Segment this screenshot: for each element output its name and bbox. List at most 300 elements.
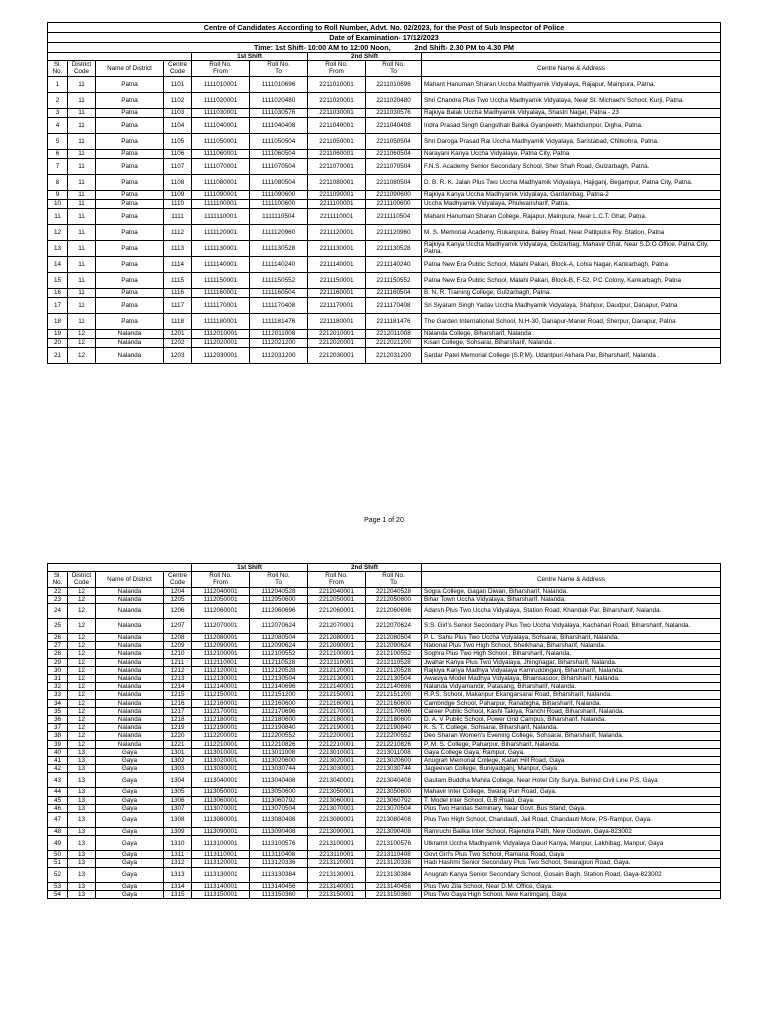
shift2-roll-from: 2211010001	[308, 76, 366, 92]
centre-address: Ramruchi Balika Inter School, Rajendra Path, New Godown, Gaya-823002	[422, 828, 721, 836]
shift2-roll-to: 2212130504	[366, 675, 422, 683]
district-code: 12	[68, 650, 96, 658]
shift2-roll-from: 2213130001	[308, 867, 366, 882]
shift1-roll-from: 1111080001	[192, 174, 250, 190]
centre-code: 1111	[164, 208, 192, 224]
shift2-roll-to: 2212170696	[366, 707, 422, 715]
sl-no: 23	[48, 595, 68, 603]
shift1-roll-to: 1111150552	[250, 272, 308, 288]
centre-address: Plus Two Zila School, Near D.M. Office, Gaya.	[422, 882, 721, 890]
centre-code: 1211	[164, 658, 192, 666]
district-code: 11	[68, 240, 96, 256]
sl-no: 17	[48, 297, 68, 313]
table-row	[48, 76, 721, 92]
centre-address: Mahavir Inter College, Swaraj Puri Road, Gaya.	[422, 788, 721, 796]
sl-no: 51	[48, 859, 68, 867]
centre-code-header: Centre Code	[164, 61, 192, 76]
district-code: 11	[68, 149, 96, 158]
centre-code: 1201	[164, 329, 192, 338]
district-code: 11	[68, 313, 96, 329]
shift1-roll-to: 1112180600	[250, 716, 308, 724]
table2-body	[48, 587, 721, 898]
sl-no: 52	[48, 867, 68, 882]
shift2-roll-to: 2212070624	[366, 619, 422, 634]
shift2-roll-from: 2212150001	[308, 691, 366, 699]
centre-address: Sardar Patel Memorial College (S.P.M), Udantpuri Akhara Par, Biharsharif, Nalanda .	[422, 347, 721, 363]
shift2-roll-to: 2213150360	[366, 890, 422, 898]
shift1-roll-to: 1112060696	[250, 604, 308, 619]
district-code: 13	[68, 882, 96, 890]
exam-date: Date of Examination- 17/12/2023	[48, 33, 721, 43]
shift2-roll-to: 2213120336	[366, 859, 422, 867]
shift1-roll-from: 1113050001	[192, 788, 250, 796]
shift2-roll-to: 2212080504	[366, 634, 422, 642]
page-number: Page 1 of 20	[364, 517, 404, 524]
table-row	[48, 716, 721, 724]
shift2-roll-from: 2213100001	[308, 836, 366, 851]
district-name: Gaya	[96, 851, 164, 859]
sl-no: 32	[48, 683, 68, 691]
district-code: 13	[68, 788, 96, 796]
district-name: Gaya	[96, 836, 164, 851]
centre-code: 1217	[164, 707, 192, 715]
shift1-roll-from: 1112040001	[192, 587, 250, 595]
centre-code: 1221	[164, 740, 192, 748]
shift1-roll-from: 1111130001	[192, 240, 250, 256]
district-code: 13	[68, 859, 96, 867]
shift1-roll-from: 1111010001	[192, 76, 250, 92]
centre-address: B. N. R. Training College, Gulzarbagh, Patna.	[422, 288, 721, 297]
centre-code: 1312	[164, 859, 192, 867]
shift1-roll-to: 1112200552	[250, 732, 308, 740]
shift2-roll-to: 2211020480	[366, 92, 422, 108]
shift1-roll-to: 1113110408	[250, 851, 308, 859]
district-name: Gaya	[96, 804, 164, 812]
district-name: Nalanda	[96, 338, 164, 347]
shift2-roll-to: 2211160504	[366, 288, 422, 297]
centre-address: R.P.S. School, Makanpur Ekangarsarai Road, Biharsharif, Nalanda.	[422, 691, 721, 699]
shift1-roll-from: 1111020001	[192, 92, 250, 108]
shift1-roll-to: 1112210826	[250, 740, 308, 748]
shift1-roll-from: 1113100001	[192, 836, 250, 851]
shift2-roll-from: 2212120001	[308, 666, 366, 674]
shift1-roll-to: 1111110504	[250, 208, 308, 224]
centre-code: 1219	[164, 724, 192, 732]
district-name: Patna	[96, 190, 164, 199]
shift2-to-header: Roll No. To	[366, 61, 422, 76]
shift2-roll-to: 2211010696	[366, 76, 422, 92]
shift2-roll-from: 2212060001	[308, 604, 366, 619]
district-code: 13	[68, 867, 96, 882]
shift1-roll-to: 1111050504	[250, 133, 308, 149]
shift2-roll-from: 2212010001	[308, 329, 366, 338]
district-name-header: Name of District	[96, 572, 164, 587]
centre-code: 1216	[164, 699, 192, 707]
district-code: 12	[68, 683, 96, 691]
centre-address: Soghra Plus Two High School , Biharsharif, Nalanda.	[422, 650, 721, 658]
table-row	[48, 174, 721, 190]
shift1-roll-to: 1113030744	[250, 765, 308, 773]
shift1-roll-to: 1111020480	[250, 92, 308, 108]
centre-address: Plus Two Gaya High School, New Karimganj, Gaya	[422, 890, 721, 898]
shift2-roll-from: 2211090001	[308, 190, 366, 199]
sl-header: Sl. No.	[48, 61, 68, 76]
shift2-roll-to: 2211050504	[366, 133, 422, 149]
shift1-roll-to: 1112021200	[250, 338, 308, 347]
shift2-roll-from: 2212210001	[308, 740, 366, 748]
shift2-roll-from: 2212130001	[308, 675, 366, 683]
centre-code: 1102	[164, 92, 192, 108]
shift1-roll-to: 1111160504	[250, 288, 308, 297]
district-name: Gaya	[96, 859, 164, 867]
sl-no: 29	[48, 658, 68, 666]
district-code: 12	[68, 724, 96, 732]
centre-table-page2	[47, 563, 721, 899]
district-code: 12	[68, 619, 96, 634]
sl-no: 4	[48, 117, 68, 133]
shift1-roll-from: 1112090001	[192, 642, 250, 650]
shift1-roll-to: 1113150360	[250, 890, 308, 898]
centre-address: M. S. Memorial Academy, Rukanpura, Bailey Road, Near Patliputra Rly. Station, Patna	[422, 224, 721, 240]
centre-address: Mahant Hanuman Sharan College, Rajapur, Mainpura, Near L.C.T. Ghat, Patna.	[422, 208, 721, 224]
shift1-roll-from: 1111170001	[192, 297, 250, 313]
shift1-roll-to: 1111130528	[250, 240, 308, 256]
district-name: Patna	[96, 199, 164, 208]
shift2-roll-to: 2212151200	[366, 691, 422, 699]
district-code: 13	[68, 748, 96, 756]
district-code: 11	[68, 190, 96, 199]
table-row	[48, 133, 721, 149]
district-name: Patna	[96, 133, 164, 149]
district-code: 11	[68, 92, 96, 108]
shift1-roll-to: 1111070504	[250, 158, 308, 174]
district-name: Patna	[96, 208, 164, 224]
centre-code: 1115	[164, 272, 192, 288]
shift1-roll-from: 1112140001	[192, 683, 250, 691]
table-row	[48, 347, 721, 363]
shift1-roll-from: 1113030001	[192, 765, 250, 773]
centre-code: 1112	[164, 224, 192, 240]
shift2-roll-from: 2213020001	[308, 757, 366, 765]
table-row	[48, 757, 721, 765]
shift2-roll-to: 2212100552	[366, 650, 422, 658]
shift2-roll-to: 2213110408	[366, 851, 422, 859]
table-row	[48, 804, 721, 812]
shift1-roll-from: 1111050001	[192, 133, 250, 149]
shift1-roll-to: 1111060504	[250, 149, 308, 158]
shift1-roll-from: 1112190001	[192, 724, 250, 732]
district-code: 13	[68, 836, 96, 851]
shift2-roll-to: 2211170408	[366, 297, 422, 313]
shift1-roll-to: 1111030576	[250, 108, 308, 117]
shift1-roll-from: 1113110001	[192, 851, 250, 859]
shift2-header: 2nd Shift	[308, 564, 422, 572]
shift1-roll-to: 1112190840	[250, 724, 308, 732]
shift1-roll-to: 1111140240	[250, 256, 308, 272]
table-row	[48, 642, 721, 650]
centre-code: 1210	[164, 650, 192, 658]
district-name: Nalanda	[96, 716, 164, 724]
centre-address: Narayani Kanya Uccha Vidyalaya, Patna City, Patna	[422, 149, 721, 158]
district-name: Gaya	[96, 828, 164, 836]
sl-no: 24	[48, 604, 68, 619]
district-name: Patna	[96, 108, 164, 117]
shift1-roll-from: 1111090001	[192, 190, 250, 199]
sl-no: 5	[48, 133, 68, 149]
shift1-roll-from: 1111060001	[192, 149, 250, 158]
centre-address: Jagjeevan College, Buniyadganj, Manpur, Gaya	[422, 765, 721, 773]
shift2-roll-from: 2211160001	[308, 288, 366, 297]
table-row	[48, 634, 721, 642]
shift1-roll-to: 1112070624	[250, 619, 308, 634]
shift2-to-header: Roll No. To	[366, 572, 422, 587]
centre-address: Anugrah Kanya Senior Secondary School, Gosain Bagh, Station Road, Gaya-823002	[422, 867, 721, 882]
shift1-roll-from: 1111070001	[192, 158, 250, 174]
district-name: Gaya	[96, 796, 164, 804]
table-row	[48, 240, 721, 256]
district-code: 12	[68, 707, 96, 715]
district-name: Gaya	[96, 757, 164, 765]
shift2-roll-from: 2212050001	[308, 595, 366, 603]
centre-code: 1301	[164, 748, 192, 756]
centre-code: 1311	[164, 851, 192, 859]
shift2-roll-to: 2212060696	[366, 604, 422, 619]
shift1-to-header: Roll No. To	[250, 572, 308, 587]
centre-address: P. L. Sahu Plus Two Uccha Vidyalaya, Sohsarai, Biharsharif, Nalanda.	[422, 634, 721, 642]
table-row	[48, 748, 721, 756]
centre-address: K. S. T. College, Sohsarai, Biharsharif, Nalanda.	[422, 724, 721, 732]
shift2-roll-to: 2213070504	[366, 804, 422, 812]
district-code: 12	[68, 732, 96, 740]
shift2-roll-to: 2211060504	[366, 149, 422, 158]
sl-no: 39	[48, 740, 68, 748]
shift1-roll-from: 1111110001	[192, 208, 250, 224]
centre-address: Rajkiya Kanya Madhya Vidyalaya Kamruddinganj, Biharsharif, Nalanda.	[422, 666, 721, 674]
centre-address-header: Centre Name & Address	[422, 572, 721, 587]
centre-code: 1214	[164, 683, 192, 691]
exam-timing: Time: 1st Shift- 10:00 AM to 12:00 Noon, 2nd Shift- 2.30 PM to 4.30 PM	[48, 43, 721, 53]
shift1-roll-from: 1113140001	[192, 882, 250, 890]
table-row	[48, 158, 721, 174]
centre-code: 1114	[164, 256, 192, 272]
shift1-roll-to: 1112100552	[250, 650, 308, 658]
district-name: Nalanda	[96, 675, 164, 683]
centre-address: Patna New Era Public School, Malahi Pakari, Block-A, Lohia Nagar, Kankarbagh, Patna	[422, 256, 721, 272]
district-code: 11	[68, 224, 96, 240]
district-name: Nalanda	[96, 634, 164, 642]
shift1-roll-from: 1112020001	[192, 338, 250, 347]
district-name: Nalanda	[96, 619, 164, 634]
centre-code: 1313	[164, 867, 192, 882]
district-code: 12	[68, 329, 96, 338]
table-row	[48, 329, 721, 338]
district-name: Nalanda	[96, 650, 164, 658]
shift2-roll-from: 2212080001	[308, 634, 366, 642]
shift2-roll-from: 2211180001	[308, 313, 366, 329]
shift1-roll-to: 1113060792	[250, 796, 308, 804]
sl-no: 12	[48, 224, 68, 240]
district-code-header: District Code	[68, 572, 96, 587]
centre-code: 1203	[164, 347, 192, 363]
shift1-roll-from: 1111140001	[192, 256, 250, 272]
sl-no: 9	[48, 190, 68, 199]
centre-address: Rajkiya Kanya Uccha Madhyamik Vidyalaya, Gulzarbag, Mahavir Ghat, Near S.D.O Office, Patna City, Patna.	[422, 240, 721, 256]
district-code: 12	[68, 642, 96, 650]
shift2-roll-to: 2211150552	[366, 272, 422, 288]
table-row	[48, 683, 721, 691]
table-row	[48, 650, 721, 658]
shift2-roll-from: 2211030001	[308, 108, 366, 117]
shift1-roll-from: 1113090001	[192, 828, 250, 836]
table-row	[48, 859, 721, 867]
shift1-roll-to: 1113020600	[250, 757, 308, 765]
centre-address: Sri Siyaram Singh Yadav Uccha Madhyamik Vidyalaya, Shahpur, Daudpur, Danapur, Patna	[422, 297, 721, 313]
centre-address: Mahant Hanuman Sharan Uccha Madhyamik Vidyalaya, Rajapur, Mainpura, Patna.	[422, 76, 721, 92]
shift1-roll-from: 1112010001	[192, 329, 250, 338]
shift2-roll-from: 2212070001	[308, 619, 366, 634]
district-name: Gaya	[96, 882, 164, 890]
shift2-roll-from: 2213030001	[308, 765, 366, 773]
shift1-from-header: Roll No. From	[192, 572, 250, 587]
centre-address: D. B. R. K. Jalan Plus Two Uccha Madhyamik Vidyalaya, Hajiganj, Begampur, Patna City, Patna.	[422, 174, 721, 190]
sl-no: 40	[48, 748, 68, 756]
table-row	[48, 658, 721, 666]
shift2-roll-from: 2213090001	[308, 828, 366, 836]
shift2-roll-from: 2211060001	[308, 149, 366, 158]
centre-address: Uccha Madhyamik Vidyalaya, Phulwarisharif, Patna.	[422, 199, 721, 208]
sl-no: 37	[48, 724, 68, 732]
shift1-roll-from: 1112070001	[192, 619, 250, 634]
shift2-roll-to: 2212011008	[366, 329, 422, 338]
district-name: Patna	[96, 76, 164, 92]
table-row	[48, 149, 721, 158]
district-name: Patna	[96, 149, 164, 158]
centre-code: 1109	[164, 190, 192, 199]
table-row	[48, 724, 721, 732]
shift2-roll-to: 2212021200	[366, 338, 422, 347]
shift2-roll-to: 2212180600	[366, 716, 422, 724]
sl-no: 42	[48, 765, 68, 773]
district-name: Nalanda	[96, 740, 164, 748]
shift2-roll-from: 2212040001	[308, 587, 366, 595]
shift2-roll-to: 2212140696	[366, 683, 422, 691]
district-code: 12	[68, 587, 96, 595]
centre-code: 1308	[164, 813, 192, 828]
shift1-roll-from: 1112170001	[192, 707, 250, 715]
shift1-roll-to: 1113011008	[250, 748, 308, 756]
district-code: 13	[68, 765, 96, 773]
centre-code: 1212	[164, 666, 192, 674]
centre-code: 1215	[164, 691, 192, 699]
shift1-roll-from: 1112060001	[192, 604, 250, 619]
shift2-roll-to: 2211140240	[366, 256, 422, 272]
table-row	[48, 765, 721, 773]
district-name: Patna	[96, 256, 164, 272]
shift1-roll-to: 1111100600	[250, 199, 308, 208]
table-row	[48, 851, 721, 859]
centre-table-page1	[47, 22, 721, 364]
centre-address: Kisan College, Sohsarai, Biharsharif, Nalanda .	[422, 338, 721, 347]
shift2-roll-to: 2213090408	[366, 828, 422, 836]
district-code: 13	[68, 796, 96, 804]
centre-code-header: Centre Code	[164, 572, 192, 587]
centre-code: 1104	[164, 117, 192, 133]
centre-code: 1303	[164, 765, 192, 773]
district-code: 13	[68, 890, 96, 898]
shift2-from-header: Roll No. From	[308, 61, 366, 76]
centre-code: 1213	[164, 675, 192, 683]
centre-address: Anugrah Memorial College, Katari Hill Road, Gaya	[422, 757, 721, 765]
district-name: Patna	[96, 92, 164, 108]
centre-address: Bihar Town Uccha Vidyalaya, Biharsharif, Nalanda.	[422, 595, 721, 603]
shift1-roll-to: 1112140696	[250, 683, 308, 691]
shift1-roll-from: 1112120001	[192, 666, 250, 674]
district-name: Patna	[96, 174, 164, 190]
district-code: 11	[68, 272, 96, 288]
district-name: Patna	[96, 288, 164, 297]
shift2-roll-from: 2211020001	[308, 92, 366, 108]
shift2-roll-from: 2211040001	[308, 117, 366, 133]
table-row	[48, 828, 721, 836]
sl-no: 2	[48, 92, 68, 108]
centre-code: 1202	[164, 338, 192, 347]
shift2-roll-to: 2211090600	[366, 190, 422, 199]
shift2-roll-from: 2211150001	[308, 272, 366, 288]
district-name-header: Name of District	[96, 61, 164, 76]
shift1-roll-to: 1113120336	[250, 859, 308, 867]
shift1-roll-from: 1113020001	[192, 757, 250, 765]
shift2-roll-from: 2212200001	[308, 732, 366, 740]
shift2-roll-to: 2211120960	[366, 224, 422, 240]
centre-address: Shri Chandra Plus Two Uccha Madhyamik Vidyalaya, Near St. Michael's School, Kurji, Patna.	[422, 92, 721, 108]
shift1-roll-from: 1111180001	[192, 313, 250, 329]
district-code: 12	[68, 338, 96, 347]
shift1-header: 1st Shift	[192, 53, 308, 61]
table-row	[48, 813, 721, 828]
centre-address: Indra Prasad Singh Gangsthali Balika Gyanpeeth, Makhdumpur, Digha, Patna.	[422, 117, 721, 133]
centre-code: 1113	[164, 240, 192, 256]
shift1-roll-to: 1113090408	[250, 828, 308, 836]
shift1-roll-to: 1111170408	[250, 297, 308, 313]
centre-code: 1305	[164, 788, 192, 796]
sl-no: 46	[48, 804, 68, 812]
centre-address: Gaya College Gaya, Rampur, Gaya.	[422, 748, 721, 756]
shift1-header: 1st Shift	[192, 564, 308, 572]
shift1-roll-to: 1113140456	[250, 882, 308, 890]
table-row	[48, 108, 721, 117]
shift2-roll-from: 2211120001	[308, 224, 366, 240]
centre-address: Plus Two High School, Chandauti, Jail Road, Chandauti More, PS-Rampur, Gaya.	[422, 813, 721, 828]
shift2-roll-to: 2212110528	[366, 658, 422, 666]
centre-address: Nalanda Vidyamandir, Patasang, Biharsharif, Nalanda.	[422, 683, 721, 691]
sl-header: Sl. No.	[48, 572, 68, 587]
centre-code: 1302	[164, 757, 192, 765]
centre-address: S.S. Girl's Senior Secondary Plus Two Uccha Vidyalaya, Kachahari Road, Biharsharif, Nalanda.	[422, 619, 721, 634]
sl-no: 41	[48, 757, 68, 765]
district-code: 12	[68, 604, 96, 619]
shift1-roll-from: 1111160001	[192, 288, 250, 297]
shift1-roll-from: 1111150001	[192, 272, 250, 288]
shift2-roll-from: 2211110001	[308, 208, 366, 224]
shift2-roll-to: 2212031200	[366, 347, 422, 363]
district-code: 13	[68, 804, 96, 812]
centre-address: Shri Daroga Prasad Rai Uccha Madhyamik Vidyalaya, Saristabad, Chitkohra, Patna.	[422, 133, 721, 149]
shift2-roll-from: 2212160001	[308, 699, 366, 707]
centre-address: Jwahar Kanya Plus Two Vidyalaya, Jhingnagar, Biharsharif, Nalanda.	[422, 658, 721, 666]
table-row	[48, 732, 721, 740]
shift1-roll-to: 1112011008	[250, 329, 308, 338]
centre-address: Cambridge School, Paharpur, Ranabigha, Biharsharif, Nalanda.	[422, 699, 721, 707]
